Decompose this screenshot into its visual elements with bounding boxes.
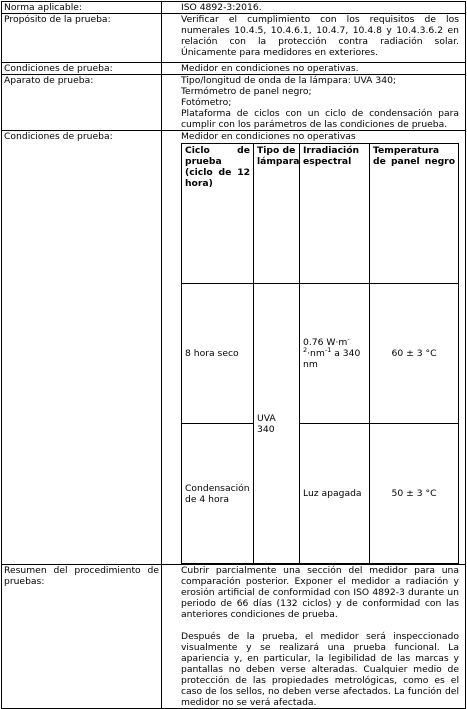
row-aparato <box>2 75 466 131</box>
row-norma <box>2 2 466 14</box>
header-irradiacion: Irradiación espectral <box>300 144 370 284</box>
cell-irradiacion: 0.76 $W\cdot m^{-2}\cdot nm^{-1}$ a 340 nm <box>300 284 370 424</box>
aparato-line: Tipo/longitud de onda de la lámpara: UVA 340; <box>181 75 397 86</box>
row-proposito <box>2 14 466 63</box>
cell-ciclo-condensacion: Condensación de 4 hora <box>182 424 254 564</box>
cell-luz-apagada: Luz apagada <box>300 424 370 564</box>
cell-ciclo-seco: 8 hora seco <box>182 284 254 424</box>
value-aparato <box>162 75 466 131</box>
cell-temp-seco: 60 ± 3 °C <box>370 284 459 424</box>
value-condiciones-1: Medidor en condiciones no operativas. <box>162 63 466 75</box>
cell-lampara: UVA 340 <box>254 284 300 564</box>
label-resumen: Resumen del procedimiento de pruebas: <box>2 565 162 709</box>
value-condiciones-2 <box>162 131 466 565</box>
test-spec-table <box>1 1 466 709</box>
value-resumen <box>162 565 466 709</box>
row-resumen <box>2 565 466 709</box>
inner-row-condensacion <box>182 424 459 564</box>
aparato-line: Plataforma de ciclos con un ciclo de condensación para cumplir con los parámetros de las condiciones de prueba. <box>181 108 459 130</box>
cell-temp-condensacion: 50 ± 3 °C <box>370 424 459 564</box>
header-tipo: Tipo de lámpara <box>254 144 300 284</box>
label-norma: Norma aplicable: <box>2 2 162 14</box>
condiciones-intro: Medidor en condiciones no operativas <box>181 131 356 142</box>
label-proposito: Propósito de la prueba: <box>2 14 162 63</box>
aparato-line: Fotómetro; <box>181 97 232 108</box>
value-proposito: Verificar el cumplimiento con los requisitos de los numerales 10.4.5, 10.4.6.1, 10.4.7, 10.4.8 y 10.4.3.6.2 en relación con la protección contra radiación solar. Únicamente para medidores en exteriores. <box>162 14 466 63</box>
label-aparato: Aparato de prueba: <box>2 75 162 131</box>
cycle-conditions-table <box>181 143 459 564</box>
label-condiciones-2: Condiciones de prueba: <box>2 131 162 565</box>
value-norma: ISO 4892-3:2016. <box>162 2 466 14</box>
resumen-paragraph-2: Después de la prueba, el medidor será inspeccionado visualmente y se realizará una prueba funcional. La apariencia y, en particular, la legibilidad de las marcas y pantallas no deben verse alteradas. Cualquier medio de protección de las propiedades metrológicas, como es el caso de los sellos, no deben verse afectados. La función del medidor no se verá afectada. <box>181 631 459 708</box>
header-temperatura: Temperatura de panel negro <box>370 144 459 284</box>
label-condiciones-1: Condiciones de prueba: <box>2 63 162 75</box>
resumen-paragraph-1: Cubrir parcialmente una sección del medidor para una comparación posterior. Exponer el medidor a radiación y erosión artificial de conformidad con ISO 4892-3 durante un periodo de 66 días (132 ciclos) y de conformidad con las anteriores condiciones de prueba. <box>181 565 459 620</box>
aparato-line: Termómetro de panel negro; <box>181 86 312 97</box>
row-condiciones-1 <box>2 63 466 75</box>
inner-row-seco <box>182 284 459 424</box>
header-ciclo: Ciclo de prueba (ciclo de 12 hora) <box>182 144 254 284</box>
paragraph-spacer <box>181 620 459 631</box>
inner-header-row <box>182 144 459 284</box>
row-condiciones-2 <box>2 131 466 565</box>
